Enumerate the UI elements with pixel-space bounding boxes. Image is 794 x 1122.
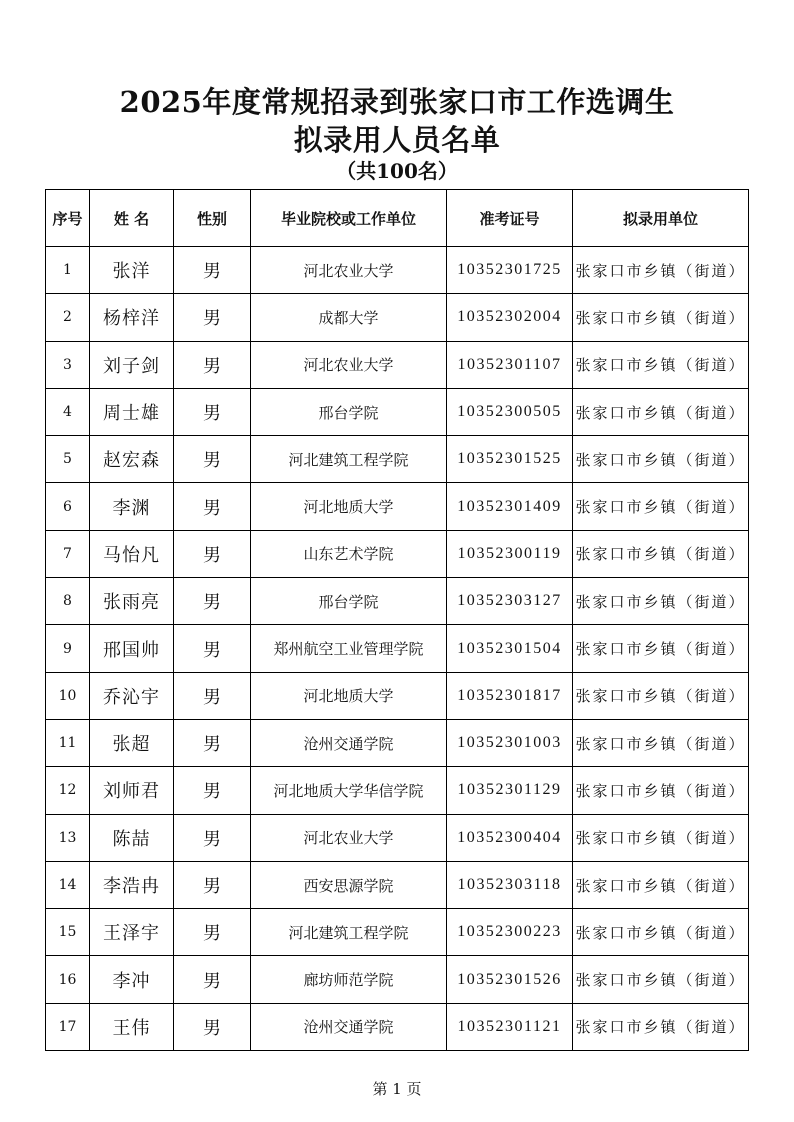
candidate-name: 刘师君	[90, 767, 174, 814]
candidate-school: 河北地质大学	[251, 483, 447, 530]
exam-number: 10352300505	[447, 388, 573, 435]
candidate-school: 河北地质大学华信学院	[251, 767, 447, 814]
assigned-unit: 张家口市乡镇（街道）	[573, 530, 749, 577]
candidate-school: 山东艺术学院	[251, 530, 447, 577]
assigned-unit: 张家口市乡镇（街道）	[573, 578, 749, 625]
row-index: 2	[46, 294, 90, 341]
table-row	[46, 578, 749, 625]
row-index: 9	[46, 625, 90, 672]
candidate-name: 陈喆	[90, 814, 174, 861]
candidate-gender: 男	[174, 483, 251, 530]
candidate-school: 河北建筑工程学院	[251, 436, 447, 483]
candidate-gender: 男	[174, 578, 251, 625]
table-row	[46, 814, 749, 861]
candidate-gender: 男	[174, 861, 251, 908]
candidate-school: 西安思源学院	[251, 861, 447, 908]
exam-number: 10352303118	[447, 861, 573, 908]
row-index: 6	[46, 483, 90, 530]
candidate-school: 邢台学院	[251, 578, 447, 625]
table-body	[46, 247, 749, 1051]
candidate-school: 邢台学院	[251, 388, 447, 435]
table-row	[46, 767, 749, 814]
candidate-name: 王泽宇	[90, 909, 174, 956]
candidate-school: 成都大学	[251, 294, 447, 341]
exam-number: 10352301409	[447, 483, 573, 530]
table-row	[46, 625, 749, 672]
exam-number: 10352300223	[447, 909, 573, 956]
candidate-name: 李冲	[90, 956, 174, 1003]
row-index: 13	[46, 814, 90, 861]
exam-number: 10352301107	[447, 341, 573, 388]
exam-number: 10352301121	[447, 1003, 573, 1050]
candidate-name: 杨梓洋	[90, 294, 174, 341]
candidate-gender: 男	[174, 247, 251, 294]
candidate-school: 河北农业大学	[251, 247, 447, 294]
column-header-exam-number: 准考证号	[447, 190, 573, 247]
assigned-unit: 张家口市乡镇（街道）	[573, 1003, 749, 1050]
row-index: 17	[46, 1003, 90, 1050]
candidate-name: 王伟	[90, 1003, 174, 1050]
row-index: 11	[46, 719, 90, 766]
assigned-unit: 张家口市乡镇（街道）	[573, 672, 749, 719]
total-count-note: （共100名）	[336, 159, 458, 183]
assigned-unit: 张家口市乡镇（街道）	[573, 814, 749, 861]
page-number: 第 1 页	[372, 1080, 422, 1098]
table-row	[46, 294, 749, 341]
column-header-school: 毕业院校或工作单位	[251, 190, 447, 247]
assigned-unit: 张家口市乡镇（街道）	[573, 388, 749, 435]
column-header-assigned-unit: 拟录用单位	[573, 190, 749, 247]
assigned-unit: 张家口市乡镇（街道）	[573, 625, 749, 672]
table-row	[46, 530, 749, 577]
table-row	[46, 956, 749, 1003]
assigned-unit: 张家口市乡镇（街道）	[573, 341, 749, 388]
candidate-name: 赵宏森	[90, 436, 174, 483]
table-row	[46, 1003, 749, 1050]
column-header-gender: 性别	[174, 190, 251, 247]
exam-number: 10352301129	[447, 767, 573, 814]
candidate-name: 周士雄	[90, 388, 174, 435]
exam-number: 10352301003	[447, 719, 573, 766]
assigned-unit: 张家口市乡镇（街道）	[573, 294, 749, 341]
candidate-table	[45, 189, 749, 1051]
candidate-name: 李渊	[90, 483, 174, 530]
row-index: 10	[46, 672, 90, 719]
exam-number: 10352302004	[447, 294, 573, 341]
exam-number: 10352300404	[447, 814, 573, 861]
document-title: 2025年度常规招录到张家口市工作选调生	[119, 85, 675, 119]
row-index: 3	[46, 341, 90, 388]
exam-number: 10352303127	[447, 578, 573, 625]
candidate-school: 沧州交通学院	[251, 1003, 447, 1050]
assigned-unit: 张家口市乡镇（街道）	[573, 436, 749, 483]
table-row	[46, 719, 749, 766]
table-header-row	[46, 190, 749, 247]
column-header-index: 序号	[46, 190, 90, 247]
document-subtitle: 拟录用人员名单	[293, 123, 501, 157]
table-row	[46, 436, 749, 483]
assigned-unit: 张家口市乡镇（街道）	[573, 247, 749, 294]
assigned-unit: 张家口市乡镇（街道）	[573, 956, 749, 1003]
candidate-gender: 男	[174, 767, 251, 814]
candidate-school: 沧州交通学院	[251, 719, 447, 766]
row-index: 5	[46, 436, 90, 483]
candidate-name: 邢国帅	[90, 625, 174, 672]
candidate-name: 刘子剑	[90, 341, 174, 388]
candidate-gender: 男	[174, 719, 251, 766]
candidate-name: 乔沁宇	[90, 672, 174, 719]
candidate-gender: 男	[174, 956, 251, 1003]
candidate-name: 张超	[90, 719, 174, 766]
table-row	[46, 861, 749, 908]
row-index: 7	[46, 530, 90, 577]
candidate-gender: 男	[174, 625, 251, 672]
exam-number: 10352301817	[447, 672, 573, 719]
exam-number: 10352301725	[447, 247, 573, 294]
row-index: 14	[46, 861, 90, 908]
assigned-unit: 张家口市乡镇（街道）	[573, 719, 749, 766]
table-row	[46, 247, 749, 294]
candidate-gender: 男	[174, 294, 251, 341]
assigned-unit: 张家口市乡镇（街道）	[573, 767, 749, 814]
row-index: 8	[46, 578, 90, 625]
row-index: 1	[46, 247, 90, 294]
row-index: 4	[46, 388, 90, 435]
candidate-name: 张洋	[90, 247, 174, 294]
column-header-name: 姓 名	[90, 190, 174, 247]
assigned-unit: 张家口市乡镇（街道）	[573, 861, 749, 908]
table-row	[46, 672, 749, 719]
candidate-gender: 男	[174, 909, 251, 956]
candidate-gender: 男	[174, 341, 251, 388]
candidate-name: 张雨亮	[90, 578, 174, 625]
table-row	[46, 388, 749, 435]
candidate-gender: 男	[174, 814, 251, 861]
candidate-gender: 男	[174, 1003, 251, 1050]
candidate-school: 河北农业大学	[251, 814, 447, 861]
candidate-name: 马怡凡	[90, 530, 174, 577]
candidate-name: 李浩冉	[90, 861, 174, 908]
exam-number: 10352301525	[447, 436, 573, 483]
table-row	[46, 483, 749, 530]
candidate-school: 河北农业大学	[251, 341, 447, 388]
candidate-school: 河北建筑工程学院	[251, 909, 447, 956]
table-row	[46, 909, 749, 956]
table-row	[46, 341, 749, 388]
row-index: 15	[46, 909, 90, 956]
candidate-gender: 男	[174, 436, 251, 483]
row-index: 16	[46, 956, 90, 1003]
exam-number: 10352301504	[447, 625, 573, 672]
row-index: 12	[46, 767, 90, 814]
assigned-unit: 张家口市乡镇（街道）	[573, 909, 749, 956]
candidate-gender: 男	[174, 388, 251, 435]
candidate-school: 廊坊师范学院	[251, 956, 447, 1003]
exam-number: 10352301526	[447, 956, 573, 1003]
candidate-school: 郑州航空工业管理学院	[251, 625, 447, 672]
candidate-school: 河北地质大学	[251, 672, 447, 719]
exam-number: 10352300119	[447, 530, 573, 577]
candidate-gender: 男	[174, 672, 251, 719]
assigned-unit: 张家口市乡镇（街道）	[573, 483, 749, 530]
candidate-gender: 男	[174, 530, 251, 577]
